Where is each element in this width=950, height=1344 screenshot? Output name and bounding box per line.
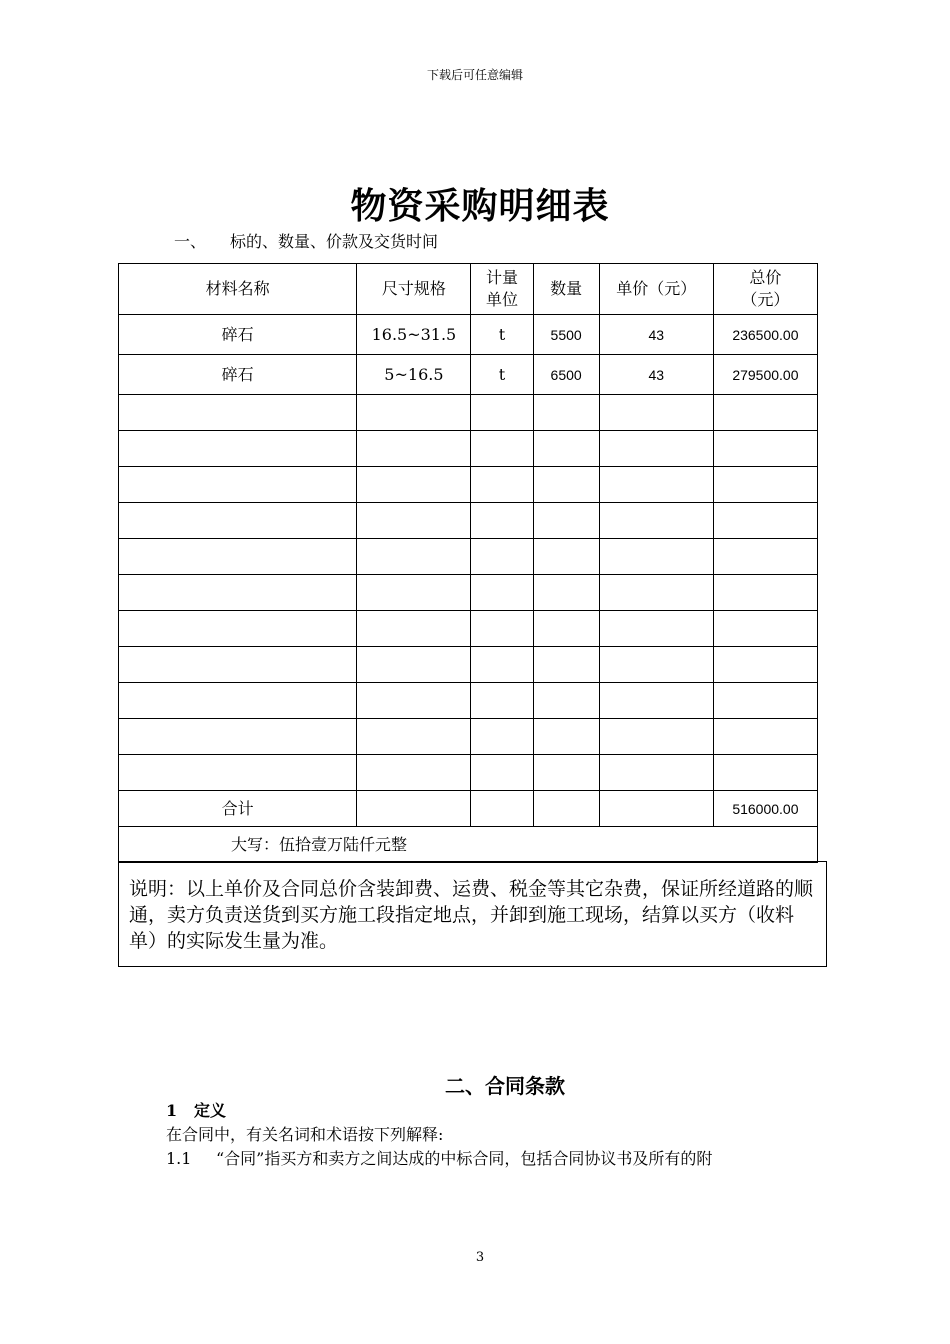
- section-two-heading: 二、合同条款: [445, 1074, 565, 1098]
- cell-unit: t: [471, 315, 533, 355]
- clause-heading: [166, 1098, 226, 1121]
- header-cell-total-price: [713, 264, 817, 315]
- header-cell-total-text: 总价（元）: [741, 268, 790, 309]
- page-title: 物资采购明细表: [350, 185, 610, 227]
- header-cell-unit: [471, 264, 533, 315]
- section-one-heading: [174, 229, 438, 252]
- cell-material: 碎石: [119, 355, 357, 395]
- header-note: 下载后可任意编辑: [426, 68, 523, 82]
- header-cell-spec: 尺寸规格: [357, 264, 471, 315]
- note-text: 说明：以上单价及合同总价含装卸费、运费、税金等其它杂费，保证所经道路的顺通，卖方负责送货到买方施工段指定地点，并卸到施工现场，结算以买方（收料单）的实际发生量为准。: [129, 878, 814, 952]
- empty-table-row: [119, 575, 818, 611]
- empty-table-row: [119, 719, 818, 755]
- section-one-number: 一、: [174, 232, 207, 251]
- paragraph-text: “合同”指买方和卖方之间达成的中标合同，包括合同协议书及所有的附: [216, 1149, 713, 1168]
- cell-material: 碎石: [119, 315, 357, 355]
- paragraph-number: 1.1: [166, 1149, 192, 1168]
- paragraph: [166, 1146, 712, 1169]
- cell-quantity: 5500: [533, 315, 599, 355]
- table-header-row: [119, 264, 818, 315]
- cell-quantity: 6500: [533, 355, 599, 395]
- empty-table-row: [119, 755, 818, 791]
- header-cell-unit-price: 单价（元）: [599, 264, 713, 315]
- cell-spec: 16.5~31.5: [357, 315, 471, 355]
- cell-total-price: 236500.00: [713, 315, 817, 355]
- capital-amount: 大写：伍拾壹万陆仟元整: [119, 827, 818, 863]
- clause-number: 1: [166, 1101, 178, 1120]
- table-row: [119, 315, 818, 355]
- empty-table-row: [119, 647, 818, 683]
- empty-table-row: [119, 431, 818, 467]
- paragraph: 在合同中，有关名词和术语按下列解释:: [166, 1125, 444, 1144]
- page-number: 3: [475, 1250, 485, 1265]
- cell-spec: 5~16.5: [357, 355, 471, 395]
- header-cell-unit-text: 计量单位: [486, 268, 519, 309]
- empty-table-row: [119, 503, 818, 539]
- clause-title: 定义: [194, 1101, 227, 1120]
- note-box: [118, 861, 827, 967]
- empty-table-row: [119, 539, 818, 575]
- empty-table-row: [119, 395, 818, 431]
- table-row: [119, 355, 818, 395]
- header-cell-quantity: 数量: [533, 264, 599, 315]
- materials-table: [118, 263, 818, 863]
- cell-unit-price: 43: [599, 315, 713, 355]
- cell-unit: t: [471, 355, 533, 395]
- cell-total-price: 279500.00: [713, 355, 817, 395]
- total-label: 合计: [119, 791, 357, 827]
- cell-unit-price: 43: [599, 355, 713, 395]
- empty-table-row: [119, 467, 818, 503]
- section-one-text: 标的、数量、价款及交货时间: [230, 232, 439, 251]
- empty-table-row: [119, 683, 818, 719]
- total-row: [119, 791, 818, 827]
- header-cell-material: 材料名称: [119, 264, 357, 315]
- capital-amount-row: [119, 827, 818, 863]
- total-value: 516000.00: [713, 791, 817, 827]
- empty-table-row: [119, 611, 818, 647]
